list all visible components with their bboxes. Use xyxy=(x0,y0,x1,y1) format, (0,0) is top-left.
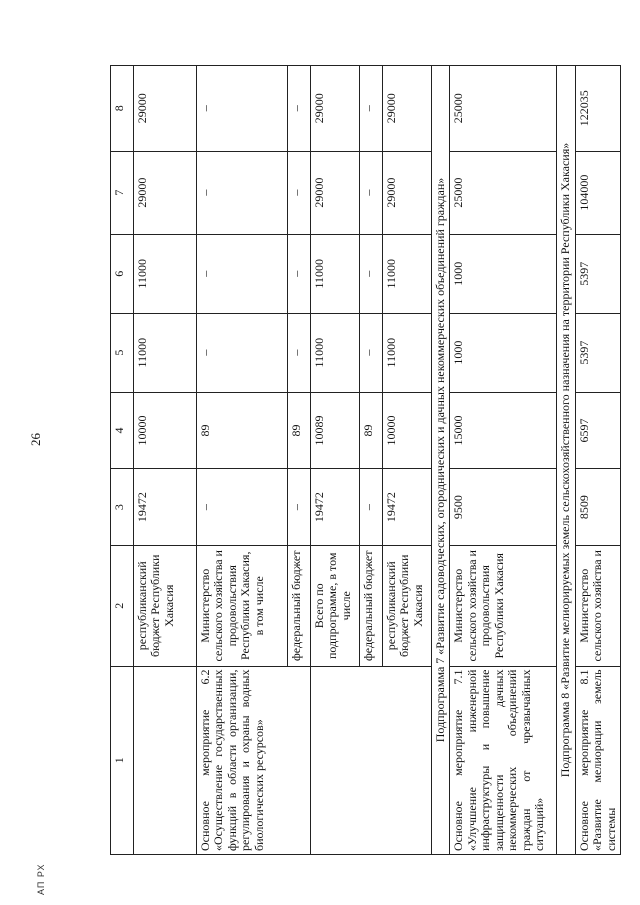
table-row xyxy=(197,66,288,855)
table-cell: федеральный бюджет xyxy=(288,546,311,667)
table-row xyxy=(575,66,620,855)
table-cell: 29000 xyxy=(311,66,360,152)
header-cell: 5 xyxy=(111,313,134,392)
table-cell: – xyxy=(197,313,288,392)
table-cell: Министерство сельского хозяйства и xyxy=(575,546,620,667)
table-cell: 11000 xyxy=(311,234,360,313)
table-cell: 29000 xyxy=(134,66,197,152)
table-cell: 10089 xyxy=(311,392,360,469)
table-cell: 29000 xyxy=(383,66,432,152)
table-cell: 9500 xyxy=(450,469,557,546)
table-cell: Основное мероприятие 8.1 «Развитие мелиорации земель системы xyxy=(575,666,620,854)
table-cell: 11000 xyxy=(383,234,432,313)
table-cell: – xyxy=(360,234,383,313)
subprogram-8-title: Подпрограмма 8 «Развитие мелиорируемых земель сельскохозяйственного назначения на территории Республики Хакасия» xyxy=(557,66,575,855)
table-cell: 8509 xyxy=(575,469,620,546)
table-cell: 10000 xyxy=(383,392,432,469)
page-number: 26 xyxy=(28,433,43,446)
header-cell: 2 xyxy=(111,546,134,667)
table-cell: 25000 xyxy=(450,151,557,234)
table-row xyxy=(450,66,557,855)
table-cell: 89 xyxy=(288,392,311,469)
table-cell: – xyxy=(360,151,383,234)
table-cell: – xyxy=(360,66,383,152)
table-cell: 5397 xyxy=(575,234,620,313)
table-cell: – xyxy=(197,469,288,546)
table-cell: Министерство сельского хозяйства и продовольствия Республики Хакасия, в том числе xyxy=(197,546,288,667)
header-cell: 8 xyxy=(111,66,134,152)
table-cell: 29000 xyxy=(134,151,197,234)
table-row xyxy=(311,66,360,855)
table-cell: 29000 xyxy=(311,151,360,234)
table-cell: 11000 xyxy=(383,313,432,392)
table-cell: 19472 xyxy=(383,469,432,546)
table-cell: 11000 xyxy=(134,234,197,313)
table-cell: Основное мероприятие 7.1 «Улучшение инженерной инфраструктуры и повышение защищенности дачных некоммерческих объединений граждан от чрезвычайных ситуаций» xyxy=(450,666,557,854)
table-cell: федеральный бюджет xyxy=(360,546,383,667)
budget-table xyxy=(110,65,621,855)
table-cell: 25000 xyxy=(450,66,557,152)
table-cell: 1000 xyxy=(450,234,557,313)
table-cell: – xyxy=(288,66,311,152)
table-cell: 19472 xyxy=(134,469,197,546)
table-cell: – xyxy=(197,234,288,313)
table-cell: 5397 xyxy=(575,313,620,392)
table-cell: – xyxy=(197,151,288,234)
table-cell: республиканский бюджет Республики Хакасия xyxy=(134,546,197,667)
table-cell xyxy=(134,666,197,854)
table-cell: – xyxy=(360,313,383,392)
table-cell: – xyxy=(360,469,383,546)
subprogram-7-title: Подпрограмма 7 «Развитие садоводческих, огороднических и дачных некоммерческих объединений граждан» xyxy=(432,66,450,855)
table-cell: 11000 xyxy=(134,313,197,392)
table-cell: – xyxy=(288,234,311,313)
header-cell: 7 xyxy=(111,151,134,234)
table-cell: 104000 xyxy=(575,151,620,234)
table-cell: 89 xyxy=(360,392,383,469)
table-cell: 19472 xyxy=(311,469,360,546)
table-cell: – xyxy=(197,66,288,152)
section-row xyxy=(557,66,575,855)
corner-mark: АП РХ xyxy=(36,863,46,895)
table-cell: республиканский бюджет Республики Хакасия xyxy=(383,546,432,667)
table-row xyxy=(134,66,197,855)
table-cell: 122035 xyxy=(575,66,620,152)
header-row xyxy=(111,66,134,855)
header-cell: 4 xyxy=(111,392,134,469)
header-cell: 1 xyxy=(111,666,134,854)
table-cell: Основное мероприятие 6.2 «Осуществление государственных функций в области организации, регулирования и охраны водных биологических ресурсов» xyxy=(197,666,311,854)
table-cell: 1000 xyxy=(450,313,557,392)
table-cell: – xyxy=(288,313,311,392)
table-cell: 89 xyxy=(197,392,288,469)
header-cell: 6 xyxy=(111,234,134,313)
table-cell: 29000 xyxy=(383,151,432,234)
table-cell: Всего по подпрограмме, в том числе xyxy=(311,546,360,667)
table-cell: Министерство сельского хозяйства и продовольствия Республики Хакасия xyxy=(450,546,557,667)
table-cell: – xyxy=(288,151,311,234)
rotated-table-container xyxy=(110,65,618,855)
header-cell: 3 xyxy=(111,469,134,546)
table-cell: 11000 xyxy=(311,313,360,392)
table-cell: 15000 xyxy=(450,392,557,469)
table-cell: 6597 xyxy=(575,392,620,469)
table-cell: – xyxy=(288,469,311,546)
table-cell xyxy=(311,666,432,854)
table-cell: 10000 xyxy=(134,392,197,469)
section-row xyxy=(432,66,450,855)
